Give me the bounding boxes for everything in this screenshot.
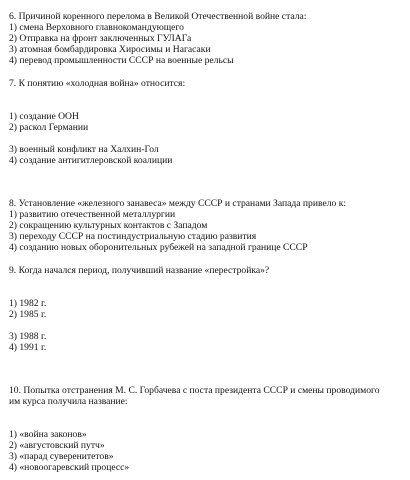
question-9-option-2: 2) 1985 г. (9, 309, 47, 320)
question-8-option-2: 2) сокращению культурных контактов с Западом (9, 220, 208, 231)
question-9-title: 9. Когда начался период, получивший название «перестройка»? (9, 265, 270, 276)
question-8-option-1: 1) развитию отечественной металлургии (9, 209, 176, 220)
question-8-title: 8. Установление «железного занавеса» между СССР и странами Запада привело к: (9, 198, 347, 209)
question-7-option-3: 3) военный конфликт на Халхин-Гол (9, 144, 159, 155)
question-6-option-1: 1) смена Верховного главнокомандующего (9, 22, 184, 33)
question-10-option-1: 1) «война законов» (9, 429, 87, 440)
question-9-option-1: 1) 1982 г. (9, 298, 47, 309)
question-7-option-2: 2) раскол Германии (9, 122, 89, 133)
question-6-option-3: 3) атомная бомбардировка Хиросимы и Нагасаки (9, 44, 211, 55)
question-10-option-2: 2) «августовский путч» (9, 440, 105, 451)
question-6-option-2: 2) Отправка на фронт заключенных ГУЛАГа (9, 33, 192, 44)
question-10-option-4: 4) «новоогаревский процесс» (9, 462, 130, 473)
question-6-option-4: 4) перевод промышленности СССР на военные рельсы (9, 55, 234, 66)
question-6-title: 6. Причиной коренного перелома в Великой Отечественной войне стала: (9, 11, 307, 22)
question-8-option-4: 4) созданию новых оборонительных рубежей на западной границе СССР (9, 242, 308, 253)
question-10-title-continued: им курса получила название: (9, 396, 128, 407)
question-7-option-4: 4) создание антигитлеровской коалиции (9, 155, 173, 166)
question-7-title: 7. К понятию «холодная война» относится: (9, 78, 186, 89)
question-9-option-3: 3) 1988 г. (9, 331, 47, 342)
question-10-option-3: 3) «парад суверенитетов» (9, 451, 114, 462)
question-7-option-1: 1) создание ООН (9, 111, 79, 122)
question-8-option-3: 3) переходу СССР на постиндустриальную стадию развития (9, 231, 257, 242)
question-10-title: 10. Попытка отстранения М. С. Горбачева с поста президента СССР и смены проводимого (9, 385, 380, 396)
question-9-option-4: 4) 1991 г. (9, 342, 47, 353)
